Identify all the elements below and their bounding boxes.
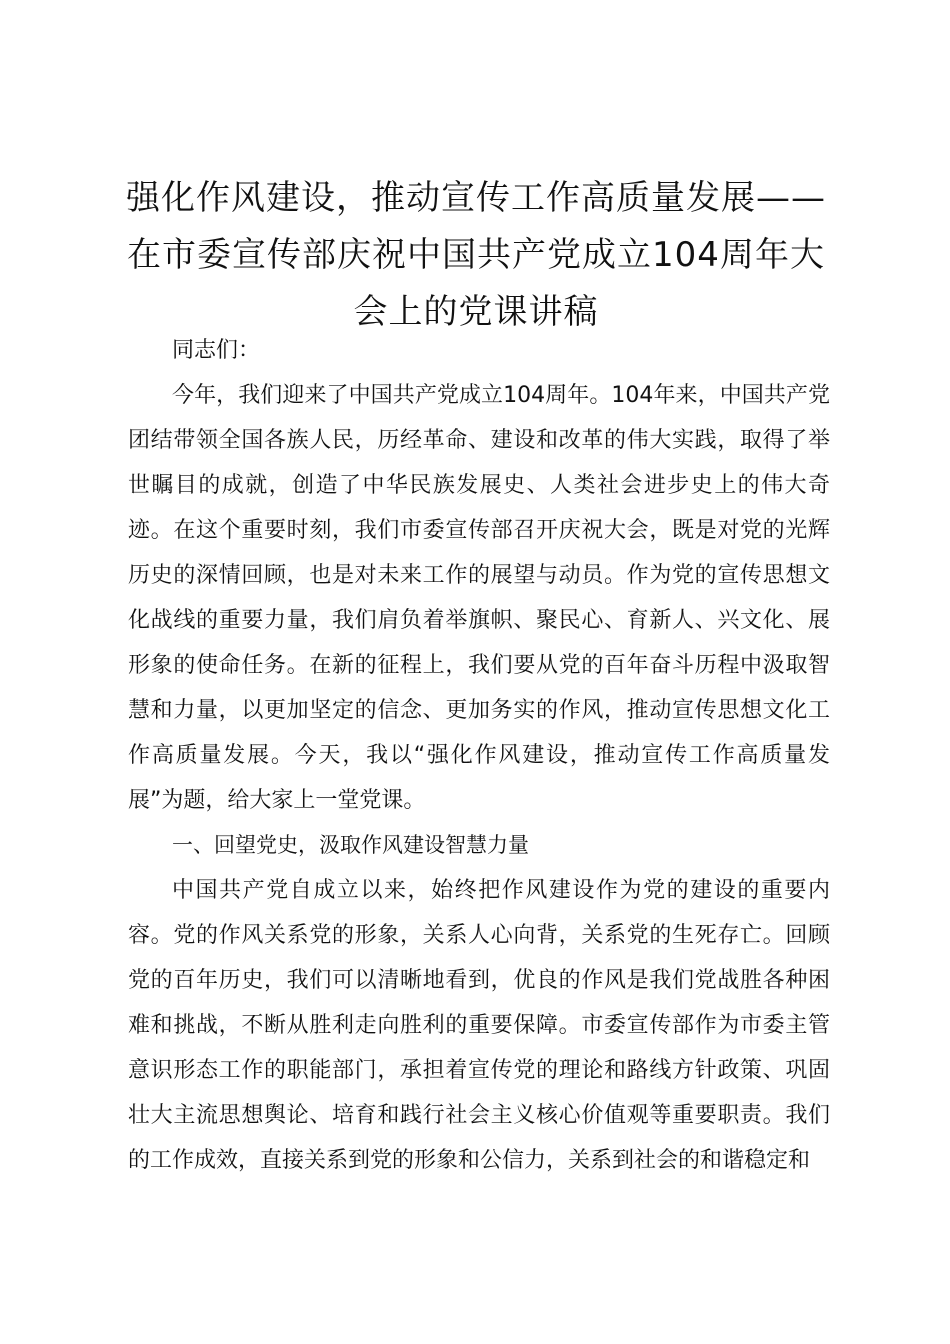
salutation: 同志们： <box>172 338 261 363</box>
paragraph-2: 中国共产党自成立以来，始终把作风建设作为党的建设的重要内容。党的作风关系党的形象，关系人心向背，关系党的生死存亡。回顾党的百年历史，我们可以清晰地看到，优良的作风是我们党战胜各种困难和挑战，不断从胜利走向胜利的重要保障。市委宣传部作为市委主管意识形态工作的职能部门，承担着宣传党的理论和路线方针政策、巩固壮大主流思想舆论、培育和践行社会主义核心价值观等重要职责。我们的工作成效，直接关系到党的形象和公信力，关系到社会的和谐稳定和 <box>128 878 830 1173</box>
paragraph-1: 今年，我们迎来了中国共产党成立104周年。104年来，中国共产党团结带领全国各族人民，历经革命、建设和改革的伟大实践，取得了举世瞩目的成就，创造了中华民族发展史、人类社会进步史上的伟大奇迹。在这个重要时刻，我们市委宣传部召开庆祝大会，既是对党的光辉历史的深情回顾，也是对未来工作的展望与动员。作为党的宣传思想文化战线的重要力量，我们肩负着举旗帜、聚民心、育新人、兴文化、展形象的使命任务。在新的征程上，我们要从党的百年奋斗历程中汲取智慧和力量，以更加坚定的信念、更加务实的作风，推动宣传思想文化工作高质量发展。今天，我以“强化作风建设，推动宣传工作高质量发展”为题，给大家上一堂党课。 <box>128 383 830 813</box>
document-title: 强化作风建设，推动宣传工作高质量发展——在市委宣传部庆祝中国共产党成立104周年大会上的党课讲稿 <box>126 178 826 332</box>
section-1-heading: 一、回望党史，汲取作风建设智慧力量 <box>172 833 529 857</box>
document-body <box>128 328 830 1183</box>
